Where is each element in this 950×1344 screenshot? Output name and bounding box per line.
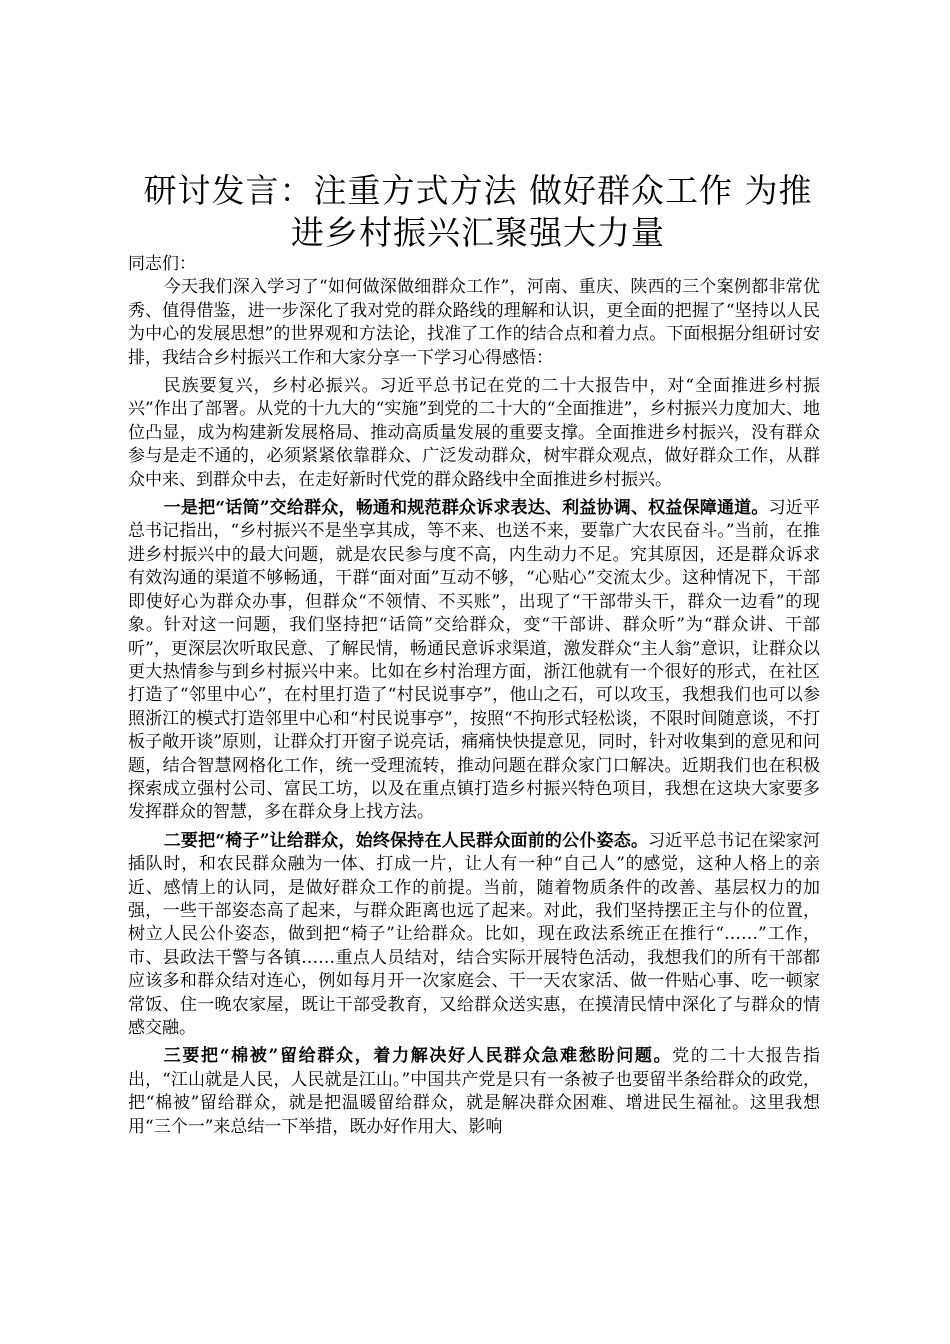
point-two-heading: 二要把“椅子”让给群众，始终保持在人民群众面前的公仆姿态。 (163, 830, 649, 851)
paragraph-background: 民族要复兴，乡村必振兴。习近平总书记在党的二十大报告中，对“全面推进乡村振兴”作出了部署。从党的十九大的“实施”到党的二十大的“全面推进”，乡村振兴力度加大、地位凸显，成为构建新发展格局、推动高质量发展的重要支撑。全面推进乡村振兴，没有群众参与是走不通的，必须紧紧依靠群众、广泛发动群众，树牢群众观点，做好群众工作，从群众中来、到群众中去，在走好新时代党的群众路线中全面推进乡村振兴。 (128, 376, 820, 490)
document-title (118, 170, 838, 254)
point-one-heading: 一是把“话筒”交给群众，畅通和规范群众诉求表达、利益协调、权益保障通道。 (163, 498, 769, 519)
point-three-body: 党的二十大报告指出，“江山就是人民，人民就是江山。”中国共产党是只有一条被子也要留半条给群众的政党，把“棉被”留给群众，就是把温暖留给群众，就是解决群众困难、增进民生福祉。这里我想用“三个一”来总结一下举措，既办好作用大、影响 (128, 1046, 820, 1137)
salutation: 同志们： (128, 254, 196, 274)
paragraph-point-one (128, 497, 820, 825)
paragraph-intro: 今天我们深入学习了“如何做深做细群众工作”，河南、重庆、陕西的三个案例都非常优秀、值得借鉴，进一步深化了我对党的群众路线的理解和认识，更全面的把握了“坚持以人民为中心的发展思想”的世界观和方法论，找准了工作的结合点和着力点。下面根据分组研讨安排，我结合乡村振兴工作和大家分享一下学习心得感悟： (128, 277, 820, 368)
title-line-1: 研讨发言：注重方式方法 做好群众工作 为推 (143, 171, 813, 210)
point-two-body: 习近平总书记在梁家河插队时，和农民群众融为一体、打成一片，让人有一种“自己人”的感觉，这种人格上的亲近、感情上的认同，是做好群众工作的前提。当前，随着物质条件的改善、基层权力的加强，一些干部姿态高了起来，与群众距离也远了起来。对此，我们坚持摆正主与仆的位置，树立人民公仆姿态，做到把“椅子”让给群众。比如，现在政法系统正在推行“……”工作，市、县政法干警与各镇……重点人员结对，结合实际开展特色活动，我想我们的所有干部都应该多和群众结对连心，例如每月开一次家庭会、干一天农家活、做一件贴心事、吃一顿家常饭、住一晚农家屋，既让干部受教育，又给群众送实惠，在摸清民情中深化了与群众的情感交融。 (128, 830, 821, 1038)
point-one-body: 习近平总书记指出，“乡村振兴不是坐享其成，等不来、也送不来，要靠广大农民奋斗。”当前，在推进乡村振兴中的最大问题，就是农民参与度不高，内生动力不足。究其原因，还是群众诉求有效沟通的渠道不够畅通，干群“面对面”互动不够，“心贴心”交流太少。这种情况下，干部即使好心为群众办事，但群众“不领情、不买账”，出现了“干部带头干，群众一边看”的现象。针对这一问题，我们坚持把“话筒”交给群众，变“干部讲、群众听”为“群众讲、干部听”，更深层次听取民意、了解民情，畅通民意诉求渠道，激发群众“主人翁”意识，让群众以更大热情参与到乡村振兴中来。比如在乡村治理方面，浙江他就有一个很好的形式，在社区打造了“邻里中心”，在村里打造了“村民说事亭”，他山之石，可以攻玉，我想我们也可以参照浙江的模式打造邻里中心和“村民说事亭”，按照“不拘形式轻松谈，不限时间随意谈，不打板子敞开谈”原则，让群众打开窗子说亮话，痛痛快快提意见，同时，针对收集到的意见和问题，结合智慧网格化工作，统一受理流转，推动问题在群众家门口解决。近期我们也在积极探索成立强村公司、富民工坊，以及在重点镇打造乡村振兴特色项目，我想在这块大家要多发挥群众的智慧，多在群众身上找方法。 (128, 498, 821, 823)
paragraph-point-two (128, 830, 820, 1041)
paragraph-point-three (128, 1045, 820, 1139)
point-three-heading: 三要把“棉被”留给群众，着力解决好人民群众急难愁盼问题。 (163, 1046, 673, 1067)
document-body (128, 253, 820, 1139)
title-line-2: 进乡村振兴汇聚强大力量 (291, 213, 665, 252)
